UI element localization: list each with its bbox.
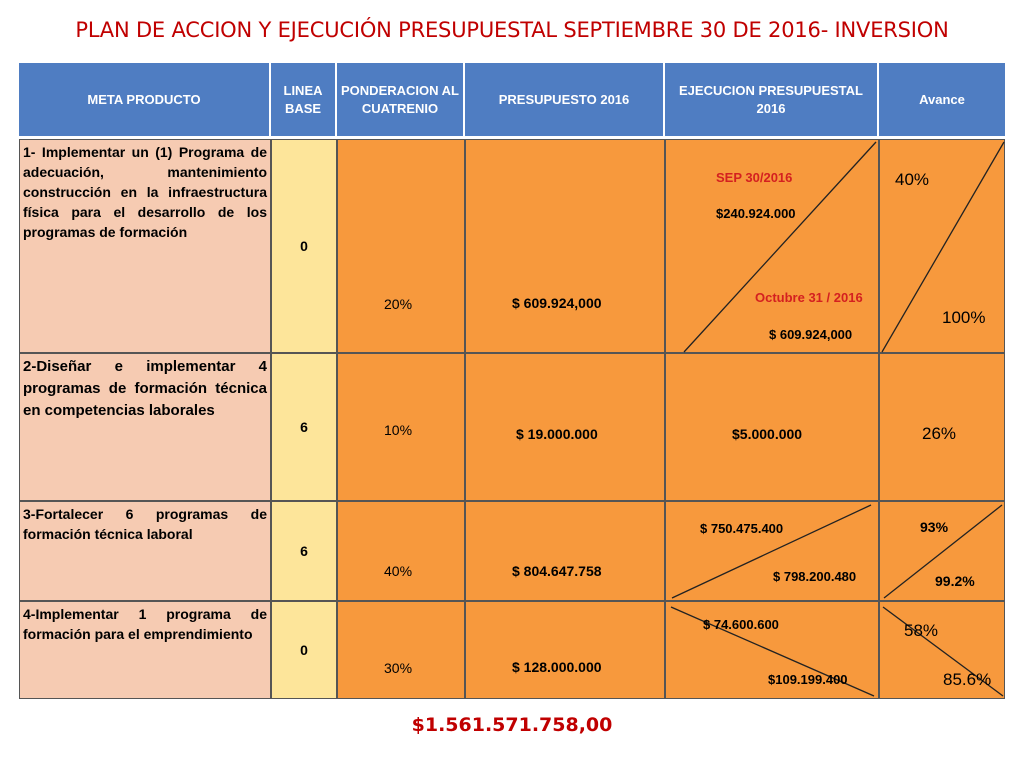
row3-presupuesto: $ 804.647.758	[512, 563, 602, 579]
row4-presupuesto: $ 128.000.000	[512, 659, 602, 675]
row4-avance2: 85.6%	[943, 670, 992, 689]
row1-ponderacion-cell	[337, 139, 465, 353]
header-ponderacion: PONDERACION AL CUATRENIO	[337, 63, 465, 139]
row1-presupuesto: $ 609.924,000	[512, 295, 602, 311]
row2-meta: 2-Diseñar e implementar 4 programas de formación técnica en competencias laborales	[19, 353, 271, 501]
row2-ejecucion-cell	[665, 353, 879, 501]
row2-linea-base: 6	[271, 353, 337, 501]
row2-ponderacion-cell	[337, 353, 465, 501]
row2-presupuesto: $ 19.000.000	[516, 426, 598, 442]
row3-ponderacion: 40%	[384, 563, 413, 579]
row3-ejecucion-value2: $ 798.200.480	[773, 569, 857, 584]
header-ejecucion: EJECUCION PRESUPUESTAL 2016	[665, 63, 879, 139]
header-meta-producto: META PRODUCTO	[19, 63, 271, 139]
row2-avance-cell	[879, 353, 1005, 501]
row3-linea-base: 6	[271, 501, 337, 601]
row4-meta: 4-Implementar 1 programa de formación para el emprendimiento	[19, 601, 271, 699]
row2-avance: 26%	[922, 424, 957, 443]
row1-meta: 1- Implementar un (1) Programa de adecuación, mantenimiento construcción en la infraestructura física para el desarrollo de los programas de formación	[19, 139, 271, 353]
row3-ejecucion-diagonal	[666, 502, 880, 602]
row3-meta: 3-Fortalecer 6 programas de formación técnica laboral	[19, 501, 271, 601]
row4-ejecucion-cell	[665, 601, 879, 699]
row4-ponderacion-cell	[337, 601, 465, 699]
row1-ejecucion-value1: $240.924.000	[716, 206, 796, 221]
budget-total: $1.561.571.758,00	[411, 714, 613, 736]
row1-ejecucion-label1: SEP 30/2016	[716, 170, 793, 185]
row4-avance-cell	[879, 601, 1005, 699]
row3-avance-cell	[879, 501, 1005, 601]
row3-avance1: 93%	[920, 519, 949, 535]
row2-presupuesto-cell	[465, 353, 665, 501]
row1-presupuesto-cell	[465, 139, 665, 353]
row1-ponderacion: 20%	[384, 296, 413, 312]
row1-ejecucion-value2: $ 609.924,000	[769, 327, 853, 342]
row1-ejecucion-label2: Octubre 31 / 2016	[755, 290, 863, 305]
row2-ejecucion: $5.000.000	[732, 426, 803, 442]
header-avance: Avance	[879, 63, 1005, 139]
row4-ejecucion-value1: $ 74.600.600	[703, 617, 779, 632]
header-linea-base: LINEA BASE	[271, 63, 337, 139]
row4-ejecucion-value2: $109.199.400	[768, 672, 848, 687]
row3-ejecucion-cell	[665, 501, 879, 601]
row4-linea-base: 0	[271, 601, 337, 699]
row1-avance2: 100%	[942, 308, 986, 327]
row3-avance2: 99.2%	[935, 573, 975, 589]
row1-ejecucion-cell	[665, 139, 879, 353]
row1-avance1: 40%	[895, 170, 930, 189]
row3-ponderacion-cell	[337, 501, 465, 601]
row1-linea-base: 0	[271, 139, 337, 353]
row4-avance1: 58%	[904, 621, 939, 640]
page-title: PLAN DE ACCION Y EJECUCIÓN PRESUPUESTAL SEPTIEMBRE 30 DE 2016- INVERSION	[75, 18, 949, 42]
row1-avance-cell	[879, 139, 1005, 353]
header-presupuesto: PRESUPUESTO 2016	[465, 63, 665, 139]
row4-presupuesto-cell	[465, 601, 665, 699]
row4-ponderacion: 30%	[384, 660, 413, 676]
row2-ponderacion: 10%	[384, 422, 413, 438]
row3-ejecucion-value1: $ 750.475.400	[700, 521, 784, 536]
row3-presupuesto-cell	[465, 501, 665, 601]
